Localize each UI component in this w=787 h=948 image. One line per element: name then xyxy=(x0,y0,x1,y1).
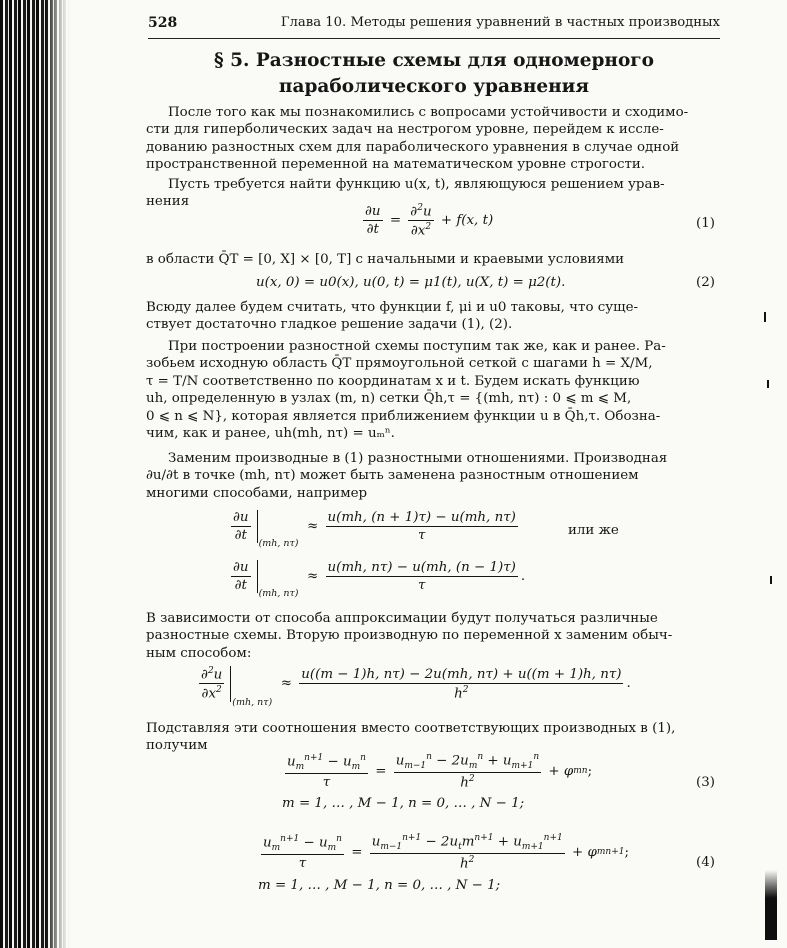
paragraph-approx xyxy=(146,610,720,662)
text-line: uh, определенную в узлах (m, n) сетки Q̄h,τ = {(mh, nτ) : 0 ⩽ m ⩽ M, xyxy=(146,391,632,407)
equation-number: (4) xyxy=(696,855,715,870)
section-title-line: параболического уравнения xyxy=(278,76,590,97)
text-line: дованию разностных схем для параболического уравнения в случае одной xyxy=(146,139,680,155)
equation-number: (2) xyxy=(696,275,715,290)
text-line: 0 ⩽ n ⩽ N}, которая является приближением функции u в Q̄h,τ. Обозна- xyxy=(146,408,661,424)
equation-1: $\frac{\partial u}{\partial t}$ = $\frac{\partial^2u}{\partial x^2}$ + f(x, t) xyxy=(365,203,494,239)
page-header xyxy=(148,14,720,39)
section-title xyxy=(148,48,720,100)
equation-second-derivative: $\frac{\partial^2u}{\partial x^2}$ (mh, nτ) ≈ $\frac{u((m - 1)h, n\tau) - 2u(mh, n\tau) + u((m + 1)h, n\tau)}{h^2}$ . xyxy=(201,666,631,708)
equation-number: (3) xyxy=(696,775,715,790)
scan-speck xyxy=(770,576,772,584)
equation-forward-difference: $\frac{\partial u}{\partial t}$ (mh, nτ) ≈ $\frac{u(mh, (n + 1)\tau) - u(mh, n\tau)}{\tau}$ xyxy=(233,510,516,549)
text-line: получим xyxy=(146,738,208,754)
scan-binding-fade xyxy=(45,0,80,948)
text-line: Всюду далее будем считать, что функции f, μi и u0 таковы, что суще- xyxy=(146,300,639,315)
equation-range-3: m = 1, … , M − 1, n = 0, … , N − 1; xyxy=(282,796,525,811)
text-line: ным способом: xyxy=(146,645,252,661)
scan-speck xyxy=(764,312,766,322)
equation-range-4: m = 1, … , M − 1, n = 0, … , N − 1; xyxy=(258,878,501,893)
text-line: зобьем исходную область Q̄T прямоугольной сеткой с шагами h = X/M, xyxy=(146,356,653,372)
equation-2: u(x, 0) = u0(x), u(0, t) = μ1(t), u(X, t) = μ2(t). xyxy=(256,275,566,290)
paragraph-domain xyxy=(146,251,720,268)
page-number: 528 xyxy=(148,15,178,31)
text-line: нения xyxy=(146,194,190,210)
text-or-else: или же xyxy=(568,523,619,538)
text-line: ствует достаточно гладкое решение задачи (1), (2). xyxy=(146,317,513,333)
text-line: Заменим производные в (1) разностными отношениями. Производная xyxy=(168,451,668,466)
text-line: в области Q̄T = [0, X] × [0, T] с начальными и краевыми условиями xyxy=(146,252,625,267)
text-line: пространственной переменной на математическом уровне строгости. xyxy=(146,157,646,173)
paragraph-grid xyxy=(146,338,720,442)
paragraph-subst xyxy=(146,720,720,755)
equation-number: (1) xyxy=(696,216,715,231)
text-line: Подставляя эти соотношения вместо соответствующих производных в (1), xyxy=(146,721,676,736)
equation-scheme-4: $\frac{u_m^{n+1} - u_m^n}{\tau}$ = $\frac{u_{m-1}^{n+1} - 2u_tm^{n+1} + u_{m+1}^{n+1}}{h^2}$ + φ m n+1 ; xyxy=(263,833,630,872)
scan-edge-mark xyxy=(765,870,777,940)
text-line: ∂u/∂t в точке (mh, nτ) может быть заменена разностным отношением xyxy=(146,468,639,484)
equation-scheme-3: $\frac{u_m^{n+1} - u_m^n}{\tau}$ = $\frac{u_{m-1}^n - 2u_m^n + u_{m+1}^n}{h^2}$ + φ m n ; xyxy=(287,752,593,791)
paragraph-smooth xyxy=(146,299,720,334)
equation-backward-difference: $\frac{\partial u}{\partial t}$ (mh, nτ) ≈ $\frac{u(mh, n\tau) - u(mh, (n - 1)\tau)}{\tau}$ . xyxy=(233,560,526,599)
scan-speck xyxy=(767,380,769,388)
text-line: разностные схемы. Вторую производную по переменной x заменим обыч- xyxy=(146,628,673,644)
text-line: сти для гиперболических задач на нестрогом уровне, перейдем к иссле- xyxy=(146,122,664,138)
running-title: Глава 10. Методы решения уравнений в частных производных xyxy=(280,15,720,30)
text-line: В зависимости от способа аппроксимации будут получаться различные xyxy=(146,611,658,626)
text-line: многими способами, например xyxy=(146,485,368,501)
text-line: τ = T/N соответственно по координатам x и t. Будем искать функцию xyxy=(146,373,640,389)
text-line: При построении разностной схемы поступим так же, как и ранее. Ра- xyxy=(168,339,666,354)
paragraph-replace xyxy=(146,450,720,502)
paragraph-intro xyxy=(146,104,720,174)
text-line: чим, как и ранее, uh(mh, nτ) = uₘⁿ. xyxy=(146,426,395,442)
section-title-line: § 5. Разностные схемы для одномерного xyxy=(214,50,654,71)
text-line: Пусть требуется найти функцию u(x, t), являющуюся решением урав- xyxy=(168,177,665,192)
text-line: После того как мы познакомились с вопросами устойчивости и сходимо- xyxy=(168,105,689,120)
